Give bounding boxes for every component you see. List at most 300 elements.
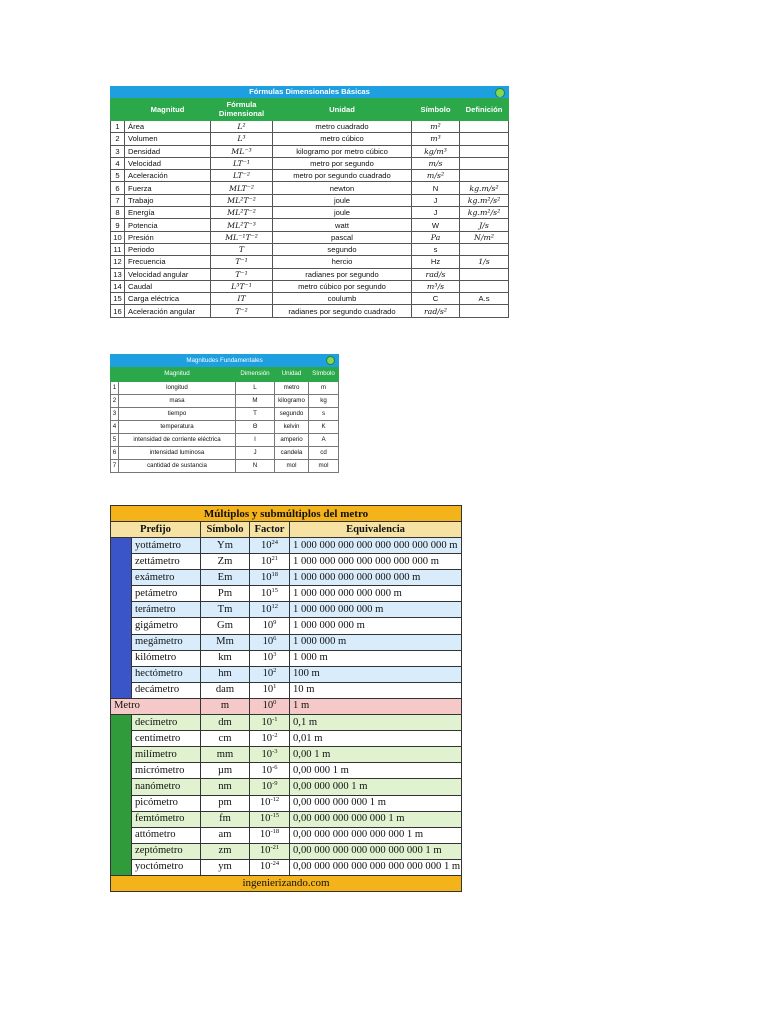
simbolo-cell: Ym: [201, 538, 250, 554]
row-number: 2: [111, 395, 119, 408]
magnitud-cell: Densidad: [125, 145, 211, 157]
simbolo-cell: Gm: [201, 618, 250, 634]
table-row: [111, 682, 462, 698]
table-body: [111, 382, 339, 473]
row-number: 1: [111, 121, 125, 133]
table-body: [111, 538, 462, 876]
factor-cell: [250, 763, 290, 779]
simbolo-cell: Mm: [201, 634, 250, 650]
row-number: 12: [111, 256, 125, 268]
simbolo-cell: J: [412, 194, 460, 206]
table-row: [111, 538, 462, 554]
table-body: [111, 121, 509, 318]
table-title-row: [111, 355, 339, 367]
factor-exponent: 0: [273, 699, 277, 707]
factor-base: 10: [262, 668, 274, 680]
table-row: [111, 268, 509, 280]
table-row: [111, 121, 509, 133]
table-title: Fórmulas Dimensionales Básicas: [111, 87, 509, 98]
header-row: [111, 522, 462, 538]
magnitud-cell: Aceleración: [125, 170, 211, 182]
factor-base: 10: [260, 571, 272, 583]
magnitud-cell: masa: [119, 395, 236, 408]
factor-cell: [250, 859, 290, 875]
unidad-cell: pascal: [273, 231, 412, 243]
unidad-cell: radianes por segundo cuadrado: [273, 305, 412, 317]
table-row: [111, 843, 462, 859]
equivalencia-cell: 1 000 000 m: [290, 634, 462, 650]
simbolo-cell: cd: [309, 447, 339, 460]
formula-cell: ML⁻¹T⁻²: [211, 231, 273, 243]
prefijo-cell: zettámetro: [132, 554, 201, 570]
globe-icon: [495, 88, 505, 98]
equivalencia-cell: 0,00 1 m: [290, 747, 462, 763]
simbolo-cell: m/s²: [412, 170, 460, 182]
column-header: Dimensión: [236, 367, 275, 382]
table-row: [111, 747, 462, 763]
header-row: [111, 367, 339, 382]
unidad-cell: kilogramo: [275, 395, 309, 408]
magnitudes-fundamentales-table: [110, 354, 339, 473]
magnitud-cell: Caudal: [125, 280, 211, 292]
row-number: 6: [111, 182, 125, 194]
prefijo-cell: decímetro: [132, 715, 201, 731]
factor-base: 10: [262, 620, 274, 632]
row-number: 8: [111, 207, 125, 219]
magnitud-cell: Potencia: [125, 219, 211, 231]
table-title-row: [111, 506, 462, 522]
unidad-cell: joule: [273, 194, 412, 206]
simbolo-cell: dam: [201, 682, 250, 698]
formula-cell: ML²T⁻³: [211, 219, 273, 231]
formula-cell: T⁻²: [211, 305, 273, 317]
simbolo-cell: m: [201, 698, 250, 714]
row-number: 4: [111, 421, 119, 434]
definicion-cell: [460, 280, 509, 292]
table-row: [111, 157, 509, 169]
prefijo-cell: petámetro: [132, 586, 201, 602]
dimension-cell: Θ: [236, 421, 275, 434]
equivalencia-cell: 1 000 000 000 000 m: [290, 602, 462, 618]
magnitud-cell: intensidad de corriente eléctrica: [119, 434, 236, 447]
row-number: 9: [111, 219, 125, 231]
equivalencia-cell: 0,1 m: [290, 715, 462, 731]
prefijo-cell: gigámetro: [132, 618, 201, 634]
formula-cell: ML²T⁻²: [211, 194, 273, 206]
formula-cell: ML²T⁻²: [211, 207, 273, 219]
magnitud-cell: Fuerza: [125, 182, 211, 194]
formula-cell: T⁻¹: [211, 268, 273, 280]
prefijo-cell: Metro: [111, 698, 201, 714]
equivalencia-cell: 1 000 000 000 000 000 m: [290, 586, 462, 602]
table-row: [111, 182, 509, 194]
factor-base: 10: [259, 845, 271, 857]
formula-cell: L²: [211, 121, 273, 133]
equivalencia-cell: 1 000 000 000 m: [290, 618, 462, 634]
unidad-cell: candela: [275, 447, 309, 460]
column-header: Símbolo: [201, 522, 250, 538]
factor-cell: [250, 538, 290, 554]
definicion-cell: kg.m/s²: [460, 182, 509, 194]
table-row: [111, 243, 509, 255]
formula-cell: LT⁻²: [211, 170, 273, 182]
submultiplos-side-label: [111, 715, 132, 876]
table-row: [111, 827, 462, 843]
magnitud-cell: Velocidad: [125, 157, 211, 169]
factor-base: 10: [259, 813, 271, 825]
factor-exponent: 6: [273, 635, 277, 643]
simbolo-cell: J: [412, 207, 460, 219]
magnitud-cell: Periodo: [125, 243, 211, 255]
table-row: [111, 256, 509, 268]
column-header: [111, 367, 119, 382]
definicion-cell: J/s: [460, 219, 509, 231]
row-number: 7: [111, 194, 125, 206]
prefijo-cell: nanómetro: [132, 779, 201, 795]
equivalencia-cell: 0,00 000 1 m: [290, 763, 462, 779]
table-row: [111, 666, 462, 682]
dimension-cell: M: [236, 395, 275, 408]
prefijo-cell: megámetro: [132, 634, 201, 650]
row-number: 2: [111, 133, 125, 145]
factor-base: 10: [262, 652, 274, 664]
magnitud-cell: Carga eléctrica: [125, 293, 211, 305]
formula-cell: L³: [211, 133, 273, 145]
table-row: [111, 715, 462, 731]
factor-cell: [250, 698, 290, 714]
prefijo-cell: exámetro: [132, 570, 201, 586]
equivalencia-cell: 0,00 000 000 000 1 m: [290, 795, 462, 811]
table-row: [111, 434, 339, 447]
factor-exponent: -24: [270, 860, 280, 868]
table-row: [111, 293, 509, 305]
definicion-cell: A.s: [460, 293, 509, 305]
factor-base: 10: [261, 748, 273, 760]
magnitud-cell: Aceleración angular: [125, 305, 211, 317]
simbolo-cell: s: [309, 408, 339, 421]
definicion-cell: [460, 268, 509, 280]
equivalencia-cell: 1 m: [290, 698, 462, 714]
row-number: 5: [111, 434, 119, 447]
factor-exponent: -2: [272, 731, 278, 739]
prefijo-cell: yottámetro: [132, 538, 201, 554]
magnitud-cell: Área: [125, 121, 211, 133]
column-header: Fórmula Dimensional: [211, 98, 273, 121]
simbolo-cell: cm: [201, 731, 250, 747]
table-row: [111, 133, 509, 145]
prefijo-cell: femtómetro: [132, 811, 201, 827]
factor-cell: [250, 602, 290, 618]
table-row: [111, 395, 339, 408]
equivalencia-cell: 1 000 000 000 000 000 000 m: [290, 570, 462, 586]
simbolo-cell: Tm: [201, 602, 250, 618]
simbolo-cell: A: [309, 434, 339, 447]
equivalencia-cell: 0,00 000 000 000 000 000 000 000 1 m: [290, 859, 462, 875]
prefijo-cell: attómetro: [132, 827, 201, 843]
dimension-cell: L: [236, 382, 275, 395]
magnitud-cell: longitud: [119, 382, 236, 395]
unidad-cell: metro cúbico por segundo: [273, 280, 412, 292]
prefijo-cell: micrómetro: [132, 763, 201, 779]
column-header: Definición: [460, 98, 509, 121]
factor-exponent: -1: [272, 715, 278, 723]
table-row: [111, 859, 462, 875]
unidad-cell: metro: [275, 382, 309, 395]
column-header: Magnitud: [125, 98, 211, 121]
table-row: [111, 421, 339, 434]
factor-exponent: -21: [270, 844, 280, 852]
equivalencia-cell: 100 m: [290, 666, 462, 682]
table-title-row: [111, 87, 509, 98]
table-row: [111, 408, 339, 421]
prefijo-cell: picómetro: [132, 795, 201, 811]
multiplos-side-label: [111, 538, 132, 699]
magnitud-cell: Volumen: [125, 133, 211, 145]
unidad-cell: kilogramo por metro cúbico: [273, 145, 412, 157]
factor-base: 10: [261, 716, 273, 728]
factor-base: 10: [262, 636, 274, 648]
definicion-cell: [460, 170, 509, 182]
prefijo-cell: milímetro: [132, 747, 201, 763]
simbolo-cell: fm: [201, 811, 250, 827]
formulas-dimensionales-table: [110, 86, 509, 318]
footer-credit: ingenierizando.com: [111, 875, 462, 891]
simbolo-cell: K: [309, 421, 339, 434]
unidad-cell: watt: [273, 219, 412, 231]
unidad-cell: metro por segundo cuadrado: [273, 170, 412, 182]
unidad-cell: segundo: [273, 243, 412, 255]
magnitud-cell: Velocidad angular: [125, 268, 211, 280]
factor-cell: [250, 731, 290, 747]
definicion-cell: [460, 145, 509, 157]
simbolo-cell: Pm: [201, 586, 250, 602]
table-row: [111, 460, 339, 473]
footer-row: [111, 875, 462, 891]
table-row: [111, 170, 509, 182]
magnitud-cell: Energía: [125, 207, 211, 219]
row-number: 13: [111, 268, 125, 280]
factor-cell: [250, 570, 290, 586]
formula-cell: MLT⁻²: [211, 182, 273, 194]
column-header: Símbolo: [412, 98, 460, 121]
definicion-cell: kg.m²/s²: [460, 207, 509, 219]
factor-base: 10: [261, 732, 273, 744]
column-header: [111, 98, 125, 121]
factor-base: 10: [262, 700, 274, 712]
simbolo-cell: am: [201, 827, 250, 843]
equivalencia-cell: 0,00 000 000 000 000 1 m: [290, 811, 462, 827]
magnitud-cell: tiempo: [119, 408, 236, 421]
metro-row: [111, 698, 462, 714]
factor-exponent: -18: [270, 828, 280, 836]
simbolo-cell: m: [309, 382, 339, 395]
factor-base: 10: [262, 684, 274, 696]
simbolo-cell: rad/s²: [412, 305, 460, 317]
simbolo-cell: Em: [201, 570, 250, 586]
prefijo-cell: centímetro: [132, 731, 201, 747]
factor-exponent: 15: [271, 586, 279, 594]
table-row: [111, 763, 462, 779]
table-row: [111, 811, 462, 827]
simbolo-cell: pm: [201, 795, 250, 811]
dimension-cell: I: [236, 434, 275, 447]
equivalencia-cell: 0,00 000 000 1 m: [290, 779, 462, 795]
magnitud-cell: intensidad luminosa: [119, 447, 236, 460]
simbolo-cell: hm: [201, 666, 250, 682]
unidad-cell: mol: [275, 460, 309, 473]
table-row: [111, 731, 462, 747]
simbolo-cell: C: [412, 293, 460, 305]
equivalencia-cell: 0,00 000 000 000 000 000 000 1 m: [290, 843, 462, 859]
unidad-cell: coulumb: [273, 293, 412, 305]
prefijo-cell: decámetro: [132, 682, 201, 698]
header-row: [111, 98, 509, 121]
factor-cell: [250, 554, 290, 570]
table-title: Magnitudes Fundamentales: [111, 355, 339, 367]
factor-cell: [250, 682, 290, 698]
definicion-cell: kg.m²/s²: [460, 194, 509, 206]
factor-exponent: 1: [273, 683, 277, 691]
prefijo-cell: yoctómetro: [132, 859, 201, 875]
table-row: [111, 219, 509, 231]
row-number: 5: [111, 170, 125, 182]
factor-cell: [250, 715, 290, 731]
factor-base: 10: [260, 539, 272, 551]
table-row: [111, 145, 509, 157]
unidad-cell: kelvin: [275, 421, 309, 434]
factor-base: 10: [259, 797, 271, 809]
factor-exponent: 21: [271, 554, 279, 562]
factor-base: 10: [261, 764, 273, 776]
simbolo-cell: W: [412, 219, 460, 231]
factor-cell: [250, 747, 290, 763]
equivalencia-cell: 0,00 000 000 000 000 000 1 m: [290, 827, 462, 843]
table-row: [111, 554, 462, 570]
definicion-cell: [460, 305, 509, 317]
table-row: [111, 602, 462, 618]
table-row: [111, 634, 462, 650]
table-row: [111, 447, 339, 460]
factor-cell: [250, 618, 290, 634]
simbolo-cell: rad/s: [412, 268, 460, 280]
simbolo-cell: s: [412, 243, 460, 255]
simbolo-cell: mol: [309, 460, 339, 473]
unidad-cell: metro cuadrado: [273, 121, 412, 133]
globe-icon: [326, 356, 335, 365]
factor-base: 10: [260, 587, 272, 599]
row-number: 14: [111, 280, 125, 292]
simbolo-cell: µm: [201, 763, 250, 779]
definicion-cell: [460, 121, 509, 133]
definicion-cell: 1/s: [460, 256, 509, 268]
definicion-cell: [460, 157, 509, 169]
factor-exponent: -15: [270, 812, 280, 820]
simbolo-cell: Hz: [412, 256, 460, 268]
factor-cell: [250, 843, 290, 859]
table-row: [111, 586, 462, 602]
factor-cell: [250, 827, 290, 843]
definicion-cell: [460, 133, 509, 145]
factor-cell: [250, 795, 290, 811]
magnitud-cell: Frecuencia: [125, 256, 211, 268]
row-number: 4: [111, 157, 125, 169]
simbolo-cell: zm: [201, 843, 250, 859]
column-header: Factor: [250, 522, 290, 538]
formula-cell: T⁻¹: [211, 256, 273, 268]
definicion-cell: [460, 243, 509, 255]
factor-exponent: -9: [272, 779, 278, 787]
factor-base: 10: [259, 861, 271, 873]
row-number: 7: [111, 460, 119, 473]
simbolo-cell: kg: [309, 395, 339, 408]
simbolo-cell: nm: [201, 779, 250, 795]
row-number: 6: [111, 447, 119, 460]
table-row: [111, 194, 509, 206]
row-number: 1: [111, 382, 119, 395]
unidad-cell: segundo: [275, 408, 309, 421]
unidad-cell: metro por segundo: [273, 157, 412, 169]
column-header: Magnitud: [119, 367, 236, 382]
factor-base: 10: [261, 780, 273, 792]
row-number: 10: [111, 231, 125, 243]
formula-cell: T: [211, 243, 273, 255]
unidad-cell: joule: [273, 207, 412, 219]
factor-exponent: -3: [272, 747, 278, 755]
table-row: [111, 779, 462, 795]
table-row: [111, 795, 462, 811]
magnitud-cell: temperatura: [119, 421, 236, 434]
factor-cell: [250, 634, 290, 650]
unidad-cell: radianes por segundo: [273, 268, 412, 280]
factor-cell: [250, 811, 290, 827]
column-header: Unidad: [275, 367, 309, 382]
simbolo-cell: kg/m³: [412, 145, 460, 157]
dimension-cell: T: [236, 408, 275, 421]
factor-exponent: 12: [271, 602, 279, 610]
simbolo-cell: m³: [412, 133, 460, 145]
factor-exponent: -12: [270, 796, 280, 804]
definicion-cell: N/m²: [460, 231, 509, 243]
formula-cell: LT⁻¹: [211, 157, 273, 169]
unidad-cell: amperio: [275, 434, 309, 447]
row-number: 3: [111, 408, 119, 421]
factor-cell: [250, 779, 290, 795]
table-row: [111, 280, 509, 292]
factor-cell: [250, 650, 290, 666]
column-header: Prefijo: [111, 522, 201, 538]
unidad-cell: newton: [273, 182, 412, 194]
factor-cell: [250, 586, 290, 602]
table-row: [111, 231, 509, 243]
factor-exponent: 3: [273, 651, 277, 659]
column-header: Equivalencia: [290, 522, 462, 538]
simbolo-cell: N: [412, 182, 460, 194]
table-title: Múltiplos y submúltiplos del metro: [111, 506, 462, 522]
table-row: [111, 570, 462, 586]
prefijo-cell: zeptómetro: [132, 843, 201, 859]
row-number: 11: [111, 243, 125, 255]
factor-base: 10: [259, 829, 271, 841]
simbolo-cell: ym: [201, 859, 250, 875]
unidad-cell: metro cúbico: [273, 133, 412, 145]
factor-exponent: 9: [273, 619, 277, 627]
formula-cell: ML⁻³: [211, 145, 273, 157]
table-row: [111, 305, 509, 317]
simbolo-cell: mm: [201, 747, 250, 763]
column-header: Símbolo: [309, 367, 339, 382]
magnitud-cell: Trabajo: [125, 194, 211, 206]
prefijo-cell: terámetro: [132, 602, 201, 618]
